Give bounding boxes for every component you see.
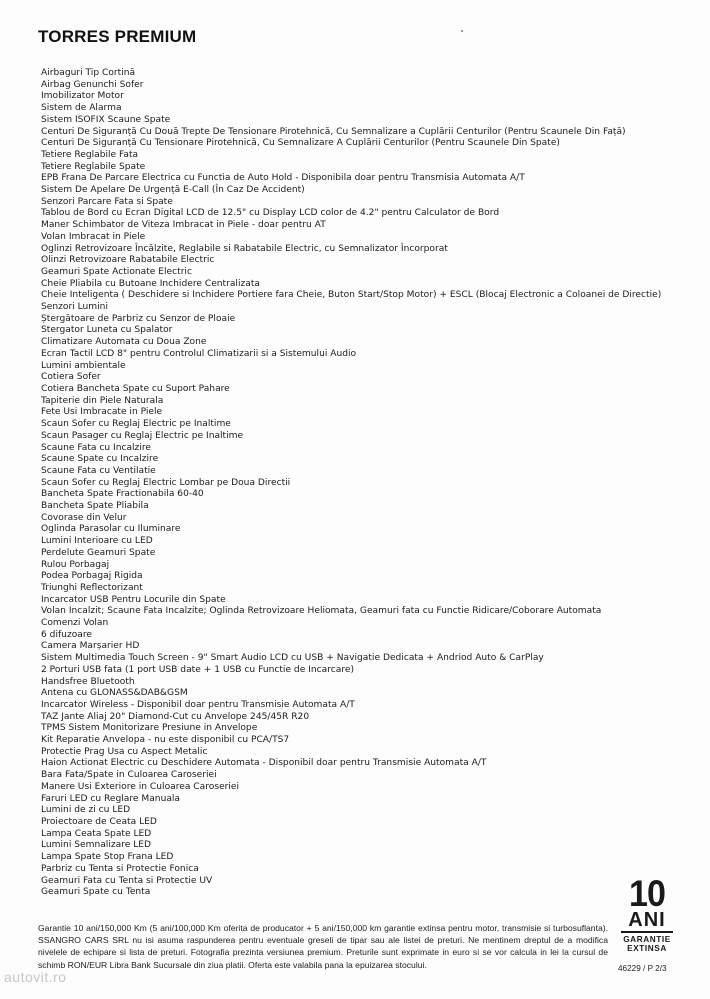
page-code: 46229 / P 2/3 <box>618 964 667 973</box>
feature-item: Lumini Semnalizare LED <box>41 840 152 851</box>
feature-item: TPMS Sistem Monitorizare Presiune in Anvelope <box>41 723 258 734</box>
feature-item: Lampa Ceata Spate LED <box>41 828 152 839</box>
feature-item: Airbaguri Tip Cortină <box>41 68 136 78</box>
feature-item: Cotiera Sofer <box>41 372 101 383</box>
feature-item: Lumini Interioare cu LED <box>41 536 153 547</box>
feature-item: Protectie Prag Usa cu Aspect Metalic <box>41 746 208 757</box>
feature-item: Olinzi Retrovizoare Rabatabile Electric <box>41 255 215 266</box>
feature-item: Cheie Pliabila cu Butoane Inchidere Centralizata <box>41 278 260 289</box>
feature-item: Cotiera Bancheta Spate cu Suport Pahare <box>41 383 230 394</box>
feature-item: Lampa Spate Stop Frana LED <box>41 852 174 863</box>
watermark: autovit.ro <box>4 969 67 985</box>
feature-item: Airbag Genunchi Sofer <box>41 79 144 90</box>
feature-item: Bancheta Spate Pliabila <box>41 501 149 512</box>
feature-item: Volan Incalzit; Scaune Fata Incalzite; Oglinda Retrovizoare Heliomata, Geamuri fata cu Functie Ridicare/Coborare Automata <box>41 606 602 617</box>
feature-item: Rulou Porbagaj <box>41 559 110 570</box>
feature-item: Podea Porbagaj Rigida <box>41 571 143 582</box>
feature-item: Triunghi Reflectorizant <box>41 582 143 593</box>
feature-item: Fete Usi Imbracate in Piele <box>41 407 163 418</box>
warranty-disclaimer: Garantie 10 ani/150,000 Km (5 ani/100,000 Km oferita de producator + 5 ani/150,000 km garantie extinsa pentru motor, transmisie si turbosuflanta). SSANGRO CARS SRL nu isi asuma raspunderea pentru eventuale greseli de tipar sau ale listei de preturi. Ne mentinem dreptul de a modifica nivelele de echipare si lista de preturi. Fotografia prezinta versiunea premium. Preturile sunt exprimate in euro si se vor calcula in lei la cursul de schimb RON/EUR Libra Bank Sucursale din ziua platii. Oferta este valabila pana la epuizarea stocului. <box>38 923 608 970</box>
feature-item: Sistem De Apelare De Urgență E-Call (În Caz De Accident) <box>41 185 305 196</box>
feature-item: Covorase din Velur <box>41 512 127 523</box>
feature-item: Centuri De Siguranță Cu Două Trepte De Tensionare Pirotehnică, Cu Semnalizare a Cuplării Centurilor (Pentru Scaunele Din Față) <box>41 126 626 137</box>
feature-item: Incarcator Wireless - Disponibil doar pentru Transmisie Automata A/T <box>41 699 355 710</box>
feature-item: Oglinzi Retrovizoare Încălzite, Reglabile si Rabatabile Electric, cu Semnalizator Încorporat <box>41 243 448 254</box>
feature-item: Incarcator USB Pentru Locurile din Spate <box>41 594 226 605</box>
badge-line-1: GARANTIE <box>623 935 671 944</box>
feature-item: Perdelute Geamuri Spate <box>41 547 156 558</box>
feature-item: Tapiterie din Piele Naturala <box>41 395 164 406</box>
feature-item: Scaun Pasager cu Reglaj Electric pe Inaltime <box>41 430 244 441</box>
feature-item: Senzori Lumini <box>41 302 108 313</box>
warranty-badge <box>617 873 677 953</box>
feature-item: Haion Actionat Electric cu Deschidere Automata - Disponibil doar pentru Transmisie Automata A/T <box>41 758 487 769</box>
feature-item: Parbriz cu Tenta si Protectie Fonica <box>41 863 199 874</box>
feature-item: Climatizare Automata cu Doua Zone <box>41 337 207 348</box>
feature-item: Tablou de Bord cu Ecran Digital LCD de 12.5" cu Display LCD color de 4.2" pentru Calculator de Bord <box>41 208 500 219</box>
feature-item: Centuri De Siguranță Cu Tensionare Pirotehnică, Cu Semnalizare A Cuplării Centurilor (Pentru Scaunele Din Spate) <box>41 138 560 149</box>
feature-item: Tetiere Reglabile Spate <box>41 161 146 172</box>
feature-item: Scaun Sofer cu Reglaj Electric Lombar pe Doua Directii <box>41 477 291 488</box>
badge-line-2: EXTINSA <box>627 944 667 953</box>
badge-unit: ANI <box>628 909 666 931</box>
feature-item: Cheie Inteligenta ( Deschidere si Inchidere Portiere fara Cheie, Buton Start/Stop Motor) + ESCL (Blocaj Electronic a Coloanei de Directie) <box>41 290 662 301</box>
feature-item: Geamuri Spate cu Tenta <box>41 887 151 898</box>
feature-item: Tetiere Reglabile Fata <box>41 149 139 160</box>
badge-number: 10 <box>628 873 666 914</box>
feature-item: Camera Marșarier HD <box>41 641 140 652</box>
feature-item: 6 difuzoare <box>41 629 92 640</box>
feature-item: Ștergătoare de Parbriz cu Senzor de Ploaie <box>41 313 236 324</box>
feature-item: Sistem ISOFIX Scaune Spate <box>41 114 171 125</box>
feature-item: EPB Frana De Parcare Electrica cu Functia de Auto Hold - Disponibila doar pentru Transmisia Automata A/T <box>41 173 525 184</box>
feature-item: Comenzi Volan <box>41 618 109 629</box>
feature-item: Ecran Tactil LCD 8" pentru Controlul Climatizarii si a Sistemului Audio <box>41 348 357 359</box>
feature-item: Faruri LED cu Reglare Manuala <box>41 793 181 804</box>
feature-item: Bara Fata/Spate in Culoarea Caroseriei <box>41 770 217 781</box>
feature-item: Sistem de Alarma <box>41 103 122 114</box>
feature-item: Scaune Fata cu Incalzire <box>41 442 151 453</box>
feature-item: Scaun Sofer cu Reglaj Electric pe Inaltime <box>41 419 231 430</box>
feature-item: Geamuri Fata cu Tenta si Protectie UV <box>41 875 213 886</box>
feature-item: 2 Porturi USB fata (1 port USB date + 1 USB cu Functie de Incarcare) <box>41 664 354 675</box>
feature-item: Lumini de zi cu LED <box>41 805 131 816</box>
feature-item: Handsfree Bluetooth <box>41 676 135 687</box>
document-title: TORRES PREMIUM <box>38 27 197 46</box>
badge-divider <box>621 931 673 933</box>
stray-dot <box>461 30 463 32</box>
feature-item: Manere Usi Exteriore in Culoarea Caroseriei <box>41 781 240 792</box>
feature-item: Maner Schimbator de Viteza Imbracat in Piele - doar pentru AT <box>41 220 326 231</box>
feature-item: TAZ Jante Aliaj 20" Diamond-Cut cu Anvelope 245/45R R20 <box>41 711 310 722</box>
feature-item: Geamuri Spate Actionate Electric <box>41 266 192 277</box>
feature-item: Lumini ambientale <box>41 360 126 371</box>
feature-item: Sistem Multimedia Touch Screen - 9" Smart Audio LCD cu USB + Navigatie Dedicata + Andriod Auto & CarPlay <box>41 653 544 664</box>
feature-item: Scaune Fata cu Ventilatie <box>41 465 156 476</box>
feature-item: Imobilizator Motor <box>41 91 124 102</box>
feature-item: Bancheta Spate Fractionabila 60-40 <box>41 489 204 500</box>
feature-item: Oglinda Parasolar cu Iluminare <box>41 524 181 535</box>
feature-item: Scaune Spate cu Incalzire <box>41 454 159 465</box>
feature-list <box>41 68 671 899</box>
feature-item: Volan Imbracat in Piele <box>41 231 146 242</box>
feature-item: Senzori Parcare Fata si Spate <box>41 196 173 207</box>
feature-item: Proiectoare de Ceata LED <box>41 817 157 827</box>
feature-item: Stergator Luneta cu Spalator <box>41 325 173 336</box>
feature-item: Antena cu GLONASS&DAB&GSM <box>41 688 188 699</box>
feature-item: Kit Reparatie Anvelopa - nu este disponibil cu PCA/TS7 <box>41 735 290 746</box>
